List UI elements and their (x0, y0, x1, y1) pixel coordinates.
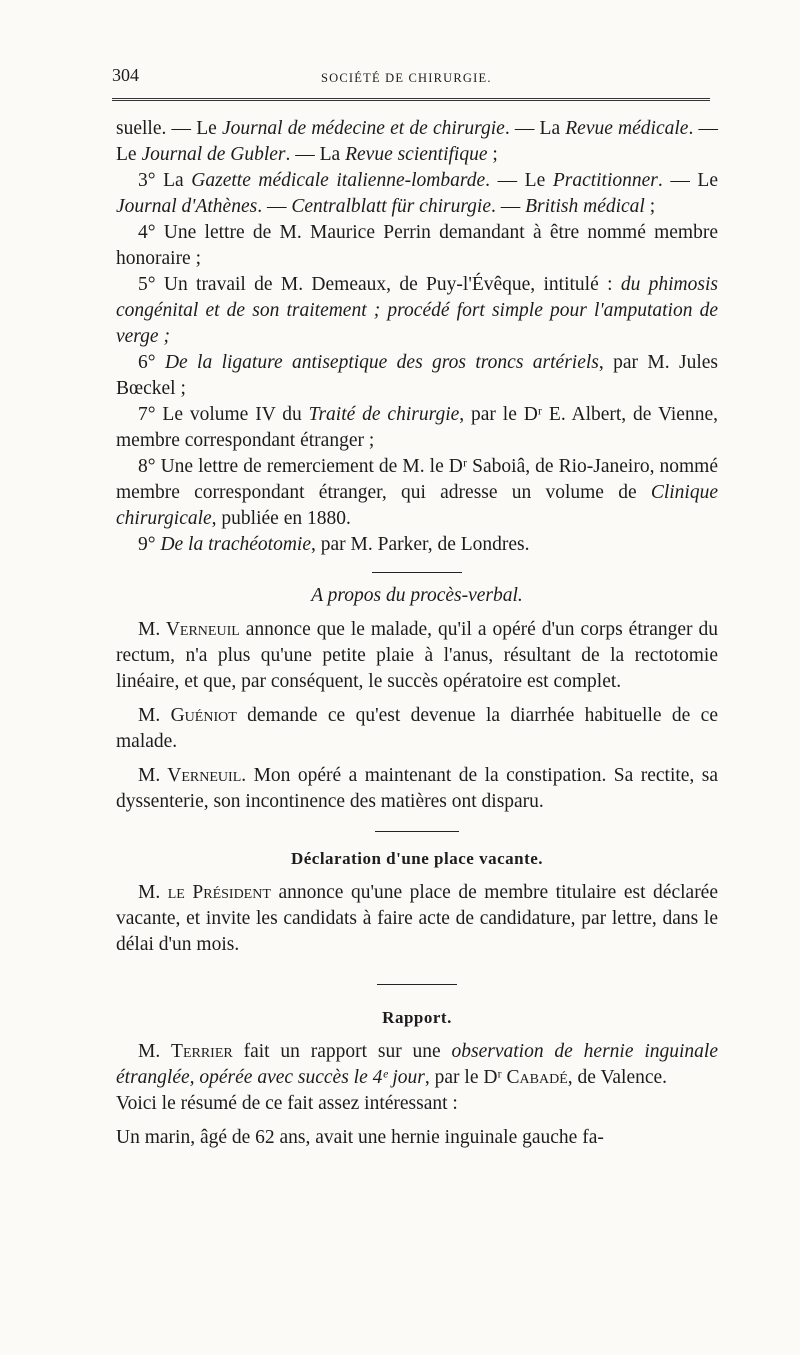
text-run: , publiée en 1880. (211, 508, 351, 529)
journal-title: Gazette médicale italienne-lombarde (191, 170, 486, 191)
journal-title: Revue scientifique (345, 144, 488, 165)
document-page (112, 56, 718, 1148)
section-title: Déclaration d'une place vacante. (290, 849, 544, 868)
section-title: Rapport. (382, 1008, 452, 1027)
spacer (116, 755, 718, 763)
page-number: 304 (112, 65, 139, 85)
text-run: . — La (504, 118, 566, 139)
journal-title: Journal d'Athènes (116, 196, 258, 217)
speaker-name: M. le Président (138, 882, 271, 903)
text-run: annonce que le malade, qu'il a opéré d'un corps étranger du rectum, n'a plus qu'une petite plaie à l'anus, résultant de la rectotomie linéaire, et que, par conséquent, le succès opératoire est complet. (116, 619, 718, 692)
paragraph (116, 763, 718, 815)
journal-title: Revue médicale (565, 118, 689, 139)
work-title: du phimosis congénital et de son traitement ; procédé fort simple pour l'amputation de verge ; (116, 274, 718, 347)
person-name: Cabadé (506, 1067, 568, 1088)
spacer (116, 695, 718, 703)
journal-title: Journal de Gubler (141, 144, 286, 165)
text-run: . — Le (116, 118, 718, 165)
work-title: De la trachéotomie (160, 534, 311, 555)
subsection-title: A propos du procès-verbal. (311, 585, 523, 606)
text-run: , par le Dʳ E. Albert, de Vienne, membre correspondant étranger ; (116, 404, 718, 451)
list-item-4: 4° Une lettre de M. Maurice Perrin demandant à être nommé membre honoraire ; (116, 222, 718, 269)
list-item-6 (116, 350, 718, 402)
paragraph (116, 703, 718, 755)
text-run: 3° La (138, 170, 192, 191)
paragraph (116, 880, 718, 958)
text-run: 6° (138, 352, 165, 373)
running-title: SOCIÉTÉ DE CHIRURGIE. (321, 71, 492, 85)
text-run: 9° (138, 534, 161, 555)
paragraph: Un marin, âgé de 62 ans, avait une hernie inguinale gauche fa- (116, 1127, 604, 1148)
running-head (112, 56, 718, 86)
text-run: 5° Un travail de M. Demeaux, de Puy-l'Évêque, intitulé : (138, 274, 621, 295)
list-item-7 (116, 402, 718, 454)
list-continuation (116, 116, 718, 168)
text-run: M. (138, 1041, 172, 1062)
list-item-5 (116, 272, 718, 350)
text-run: suelle. — Le (116, 118, 222, 139)
list-item-3 (116, 168, 718, 220)
text-run: , par le Dʳ (424, 1067, 507, 1088)
list-item-9 (116, 532, 718, 558)
text-run: . — La (285, 144, 346, 165)
text-run: . — Le (485, 170, 553, 191)
list-item-8 (116, 454, 718, 532)
text-run: , par M. Jules Bœckel ; (116, 352, 718, 399)
text-run: . — (491, 196, 526, 217)
section-divider (375, 831, 459, 832)
text-run: ; (487, 144, 498, 165)
section-divider (372, 572, 462, 573)
speaker-name: M. Verneuil. (138, 765, 247, 786)
page-body (116, 116, 718, 1151)
work-title: Clinique chirurgicale (116, 482, 718, 529)
text-run: , de Valence. (567, 1067, 668, 1088)
text-run: 7° Le volume IV du (138, 404, 309, 425)
work-title: De la ligature antiseptique des gros troncs artériels (164, 352, 599, 373)
journal-title: Centralblatt für chirurgie (291, 196, 492, 217)
journal-title: British médical (525, 196, 645, 217)
text-run: , par M. Parker, de Londres. (310, 534, 530, 555)
paragraph (116, 617, 718, 695)
section-divider (377, 984, 457, 985)
speaker-name: Terrier (171, 1041, 233, 1062)
header-rule (112, 98, 710, 101)
paragraph: Voici le résumé de ce fait assez intéressant : (116, 1093, 458, 1114)
text-run: . — Le (657, 170, 718, 191)
text-run: ; (644, 196, 656, 217)
text-run: demande ce qu'est devenue la diarrhée habituelle de ce malade. (116, 705, 718, 752)
work-title: Traité de chirurgie (308, 404, 460, 425)
journal-title: Practitionner (552, 170, 658, 191)
text-run: fait un rapport sur une (232, 1041, 452, 1062)
work-title: observation de hernie inguinale étranglée, opérée avec succès le 4ᵉ jour (116, 1041, 718, 1088)
paragraph (116, 1039, 718, 1091)
speaker-name: M. Guéniot (138, 705, 237, 726)
spacer (116, 1117, 718, 1125)
speaker-name: M. Verneuil (138, 619, 240, 640)
journal-title: Journal de médecine et de chirurgie (221, 118, 505, 139)
text-run: annonce qu'une place de membre titulaire est déclarée vacante, et invite les candidats à faire acte de candidature, par lettre, dans le délai d'un mois. (116, 882, 718, 955)
text-run: . — (257, 196, 292, 217)
text-run: Mon opéré a maintenant de la constipation. Sa rectite, sa dyssenterie, son incontinence des matières ont disparu. (116, 765, 718, 812)
text-run: 8° Une lettre de remerciement de M. le Dʳ Saboiâ, de Rio-Janeiro, nommé membre correspondant étranger, qui adresse un volume de (116, 456, 718, 503)
